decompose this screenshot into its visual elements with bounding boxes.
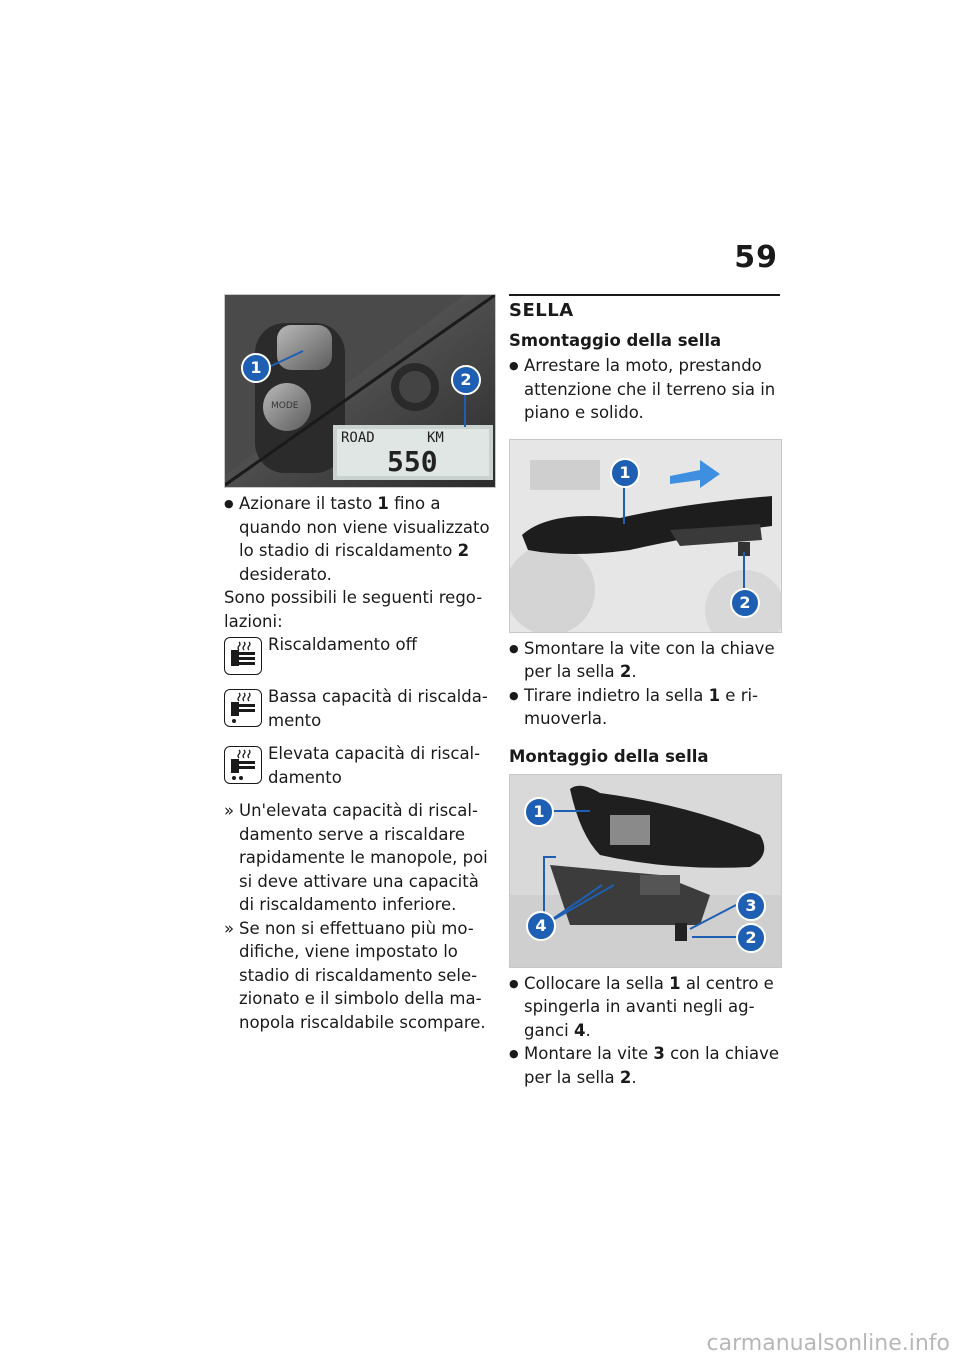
removal-step-2: ● Smontare la vite con la chiave per la sella 2. xyxy=(509,637,780,684)
removal-step-1: ● Arrestare la moto, prestando attenzione che il terreno sia in piano e solido. xyxy=(509,354,780,425)
settings-intro: Sono possibili le seguenti rego-lazioni: xyxy=(224,588,483,631)
setting-low: Bassa capacità di riscalda-mento xyxy=(224,685,494,732)
grip-heating-off-icon xyxy=(224,637,262,675)
step-operate-button: ● Azionare il tasto 1 fino a quando non viene visualizzato lo stadio di riscaldamento 2 desiderato. xyxy=(224,492,494,586)
result-no-change: » Se non si effettuano più mo-difiche, viene impostato lo stadio di riscaldamento sele-zionato e il simbolo della ma-nopola riscaldabile scompare. xyxy=(224,917,494,1035)
removal-title: Smontaggio della sella xyxy=(509,331,722,350)
mode-button-label: MODE xyxy=(271,401,299,411)
setting-off: Riscaldamento off xyxy=(224,633,494,675)
install-step-2: ● Montare la vite 3 con la chiave per la sella 2. xyxy=(509,1042,780,1089)
callout-3: 3 xyxy=(736,891,766,921)
removal-step-3: ● Tirare indietro la sella 1 e ri-muoverla. xyxy=(509,684,780,731)
section-title: SELLA xyxy=(509,294,780,321)
page-number: 59 xyxy=(734,240,778,275)
callout-2: 2 xyxy=(736,923,766,953)
callout-1: 1 xyxy=(610,458,640,488)
grip-heating-photo xyxy=(224,294,496,488)
right-column xyxy=(509,294,780,1089)
grip-heating-high-icon xyxy=(224,746,262,784)
seat-install-photo xyxy=(509,774,782,968)
watermark: carmanualsonline.info xyxy=(706,1331,950,1356)
setting-high: Elevata capacità di riscal-damento xyxy=(224,742,494,789)
left-column xyxy=(224,294,494,1034)
callout-4: 4 xyxy=(526,911,556,941)
install-title: Montaggio della sella xyxy=(509,746,709,766)
install-step-1: ● Collocare la sella 1 al centro e spingerla in avanti negli ag-ganci 4. xyxy=(509,972,780,1043)
display-road-label: ROAD xyxy=(341,430,375,446)
grip-heating-low-icon xyxy=(224,689,262,727)
display-unit-label: KM xyxy=(427,430,444,446)
display-value: 550 xyxy=(387,445,438,478)
callout-2: 2 xyxy=(451,365,481,395)
seat-removal-photo xyxy=(509,439,782,633)
callout-1: 1 xyxy=(241,353,271,383)
callout-1: 1 xyxy=(524,797,554,827)
result-high-capacity: » Un'elevata capacità di riscal-damento serve a riscaldare rapidamente le manopole, poi si deve attivare una capacità di riscaldamento inferiore. xyxy=(224,799,494,917)
callout-lines xyxy=(225,295,495,487)
callout-2: 2 xyxy=(730,588,760,618)
